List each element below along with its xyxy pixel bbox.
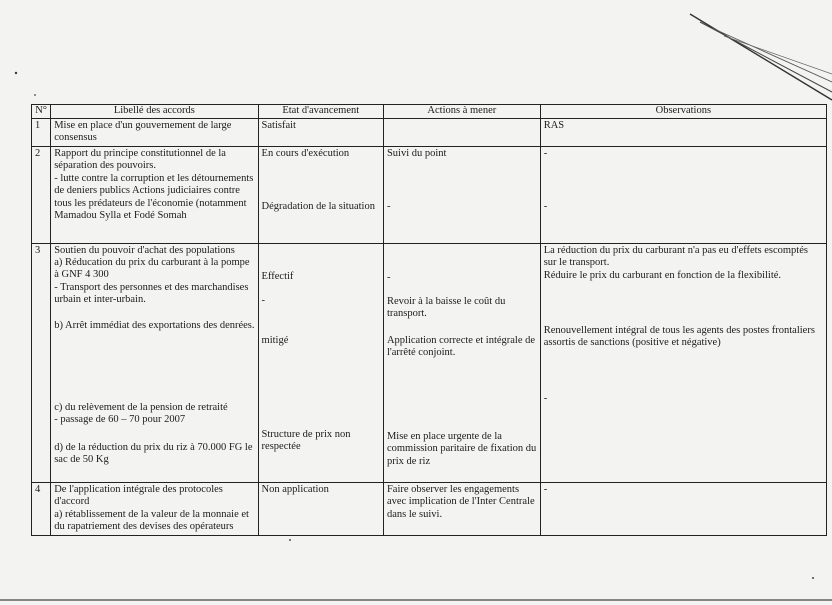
row3-libelle-e: c) du relèvement de la pension de retraité - passage de 60 – 70 pour 2007 bbox=[54, 401, 228, 425]
row3-actions-d: Mise en place urgente de la commission paritaire de fixation du prix de riz bbox=[386, 430, 537, 467]
row3-actions-a: - bbox=[386, 271, 391, 283]
row2-libelle-b: - lutte contre la corruption et les détournements de deniers publics Actions judiciaires contre tous les prédateurs de l'économie (notamment Mamadou Sylla et Fodé Somah bbox=[54, 172, 254, 221]
row3-libelle-b: a) Réducation du prix du carburant à la pompe à GNF 4 300 bbox=[54, 256, 250, 280]
row4-libelle: De l'application intégrale des protocoles d'accord a) rétablissement de la valeur de la monnaie et du rapatriement des devises des opérateurs bbox=[51, 482, 258, 535]
row2-num: 2 bbox=[32, 146, 51, 243]
row2-etat-b: Dégradation de la situation bbox=[261, 200, 375, 212]
row4-num: 4 bbox=[32, 482, 51, 535]
header-num: N° bbox=[32, 105, 51, 119]
row3-etat-b: - bbox=[261, 294, 266, 306]
row3-observations-c: - bbox=[543, 392, 548, 404]
row3-actions-c: Application correcte et intégrale de l'arrêté conjoint. bbox=[386, 334, 536, 358]
row3-etat-d: Structure de prix non respectée bbox=[261, 428, 351, 452]
row3-libelle-a: Soutien du pouvoir d'achat des populations bbox=[54, 244, 235, 256]
row2-actions-b: - bbox=[386, 200, 391, 212]
row3-actions-b: Revoir à la baisse le coût du transport. bbox=[386, 295, 506, 319]
row1-actions bbox=[383, 118, 540, 146]
row2-observations-a: - bbox=[543, 147, 548, 159]
row3-observations-a: La réduction du prix du carburant n'a pas eu d'effets escomptés sur le transport. Réduire le prix du carburant en fonction de la flexibilité. bbox=[543, 244, 808, 281]
accords-table bbox=[31, 104, 827, 536]
header-actions: Actions à mener bbox=[383, 105, 540, 119]
table-header-row bbox=[32, 105, 827, 119]
row3-num: 3 bbox=[32, 243, 51, 482]
header-libelle: Libellé des accords bbox=[51, 105, 258, 119]
table-row-3 bbox=[32, 243, 827, 482]
row3-observations-b: Renouvellement intégral de tous les agents des postes frontaliers assortis de sanctions (positive et négative) bbox=[543, 324, 815, 348]
row2-etat-a: En cours d'exécution bbox=[261, 147, 350, 159]
row3-etat-c: mitigé bbox=[261, 334, 289, 346]
row2-libelle-a: Rapport du principe constitutionnel de la séparation des pouvoirs. bbox=[54, 147, 226, 171]
row3-libelle-d: b) Arrêt immédiat des exportations des denrées. bbox=[54, 319, 255, 331]
row1-etat: Satisfait bbox=[258, 118, 383, 146]
row2-observations-b: - bbox=[543, 200, 548, 212]
row1-num: 1 bbox=[32, 118, 51, 146]
table-row-2 bbox=[32, 146, 827, 243]
row1-observations: RAS bbox=[540, 118, 826, 146]
row2-actions-a: Suivi du point bbox=[386, 147, 447, 159]
table-row-4 bbox=[32, 482, 827, 535]
row4-observations: - bbox=[540, 482, 826, 535]
row3-libelle-f: d) de la réduction du prix du riz à 70.000 FG le sac de 50 Kg bbox=[54, 441, 253, 465]
row1-libelle: Mise en place d'un gouvernement de large consensus bbox=[51, 118, 258, 146]
row3-etat-a: Effectif bbox=[261, 270, 294, 282]
table-row-1 bbox=[32, 118, 827, 146]
header-etat: Etat d'avancement bbox=[258, 105, 383, 119]
row4-etat: Non application bbox=[258, 482, 383, 535]
row3-libelle-c: - Transport des personnes et des marchandises urbain et inter-urbain. bbox=[54, 281, 249, 305]
header-observations: Observations bbox=[540, 105, 826, 119]
row4-actions: Faire observer les engagements avec implication de l'Inter Centrale dans le suivi. bbox=[383, 482, 540, 535]
